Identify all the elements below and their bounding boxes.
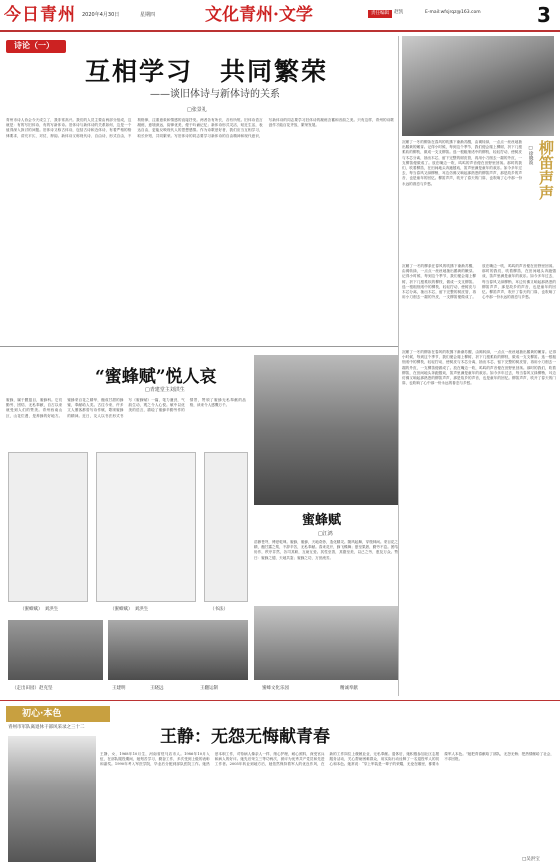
caption-8: 蜜蜂文化乐园 xyxy=(262,686,289,691)
article2-body: 蜜蜂，属于膜翅目，蜜蜂科。它们勤劳、团结、无私奉献，自古以来就受到人们的赞美。青州西南山区，山花烂漫，是养蜂的好地方。蜜蜂采百花之精华，酿成甘甜的蜂蜜，奉献给人类。古往今来，许多文人墨客都曾写诗作赋，歌颂蜜蜂的精神。近日，友人以书法形式书写《蜜蜂赋》一篇，笔力遒劲，气韵生动，观之令人心悦。赋中以优美的语言，描绘了蜜蜂辛勤劳作的情景，赞颂了蜜蜂无私奉献的品格，读来令人感慨万千。 xyxy=(6,398,246,418)
bottom-tag-sub: 青州市军队离退休干部风采录之三十二 xyxy=(8,725,85,730)
photo-stone-monument xyxy=(254,355,398,505)
side-article-title: 柳笛声声 xyxy=(537,140,555,200)
bottom-title: 王静：无怨无悔献青春 xyxy=(160,727,330,747)
caption-6: 王晓远 xyxy=(150,686,164,691)
portrait-photo xyxy=(8,736,96,862)
masthead-rule xyxy=(0,30,560,32)
bottom-rule xyxy=(0,700,560,701)
photo-calligraphy-1 xyxy=(8,452,88,602)
divider-vertical-2 xyxy=(398,346,399,696)
side-article-author: □徐晓波 xyxy=(528,146,534,165)
photo-calligraphy-2 xyxy=(96,452,196,602)
caption-7: 王翻运制 xyxy=(200,686,218,691)
masthead-editor-name: 赵凯 xyxy=(394,10,403,15)
caption-2: （蜜蜂赋） 刘洪生 xyxy=(110,607,149,612)
divider-horizontal-1 xyxy=(0,346,398,347)
photo-field-work xyxy=(8,620,103,680)
article1-author: □张景礼 xyxy=(187,107,207,113)
bottom-author: □吴洪宝 xyxy=(522,857,540,862)
caption-4: （走出田园）赵克坚 xyxy=(12,686,53,691)
side-article-body-right: 沉睡了一冬的柳条在春风的吹拂下渐渐苏醒，由褐转绿，一点点一丝丝地抽出鹅黄的嫩芽。记得小时候，每到这个季节，我们便会爬上柳树，折下几根柔软的柳枝，做成一支支柳笛。选一根粗细适中的柳枝，轻轻拧动，使树皮与木芯分离，抽出木芯，留下完整的树皮管，再用小刀削去一端的外皮，一支柳笛便做成了。放在嘴边一吹，呜呜的声音便在田野里回荡。那时的我们，吹着柳笛，在田间地头奔跑嬉戏，笛声里满是童年的欢乐。如今多年过去，每当春风又绿柳梢，耳边仿佛又响起那熟悉的柳笛声声，那是故乡的声音，也是童年的回忆。柳笛声声，吹开了春天的门扉，也吹响了心中那一份永远的眷恋与乡愁。 xyxy=(402,350,556,386)
article2-author: □青建堂主刘洪生 xyxy=(145,387,185,393)
masthead-logo: 今日青州 xyxy=(4,5,76,25)
masthead-date: 2020年4月30日 xyxy=(82,12,120,18)
bottom-body: 王静，女，1968年10月生，河南省驻马店市人。1986年10月入伍，在部队服役期间，她刻苦学习，勤奋工作，多次受到上级的表彰和嘉奖。1990年考入军医学院，毕业后分配到部队医院工作。她热爱本职工作，对待病人像亲人一样，细心护理，耐心照料，深受官兵和病人的好评。她先后荣立三等功两次，被评为优秀共产党员和先进工作者。2005年转业到地方后，她依然保持着军人的优良作风，在新的工作岗位上兢兢业业，无私奉献。退休后，她积极参加社区志愿服务活动，关心帮助困难群众，用实际行动诠释了一名退役军人的初心和本色。她常说：“穿上军装是一辈子的荣耀，无论在哪里，都要永葆军人本色。”她把青春献给了部队，无怨无悔；把热情献给了社会，不求回报。 xyxy=(100,752,554,767)
caption-9: 精诚奉献 xyxy=(340,686,358,691)
photo-bee-culture-park xyxy=(254,606,398,680)
photo-calligraphy-3 xyxy=(204,452,248,602)
article1-body: 青州市诗人协会今天成立了，我非常高兴。我们的人员主要由两部分组成，这就是：有的写旧体诗，有的写新体诗。旧体诗与新体诗的关系如何，这是一个值得深入探讨的问题。旧体诗又称古体诗，包括古诗和近体诗，有着严格的格律要求，讲究平仄、对仗、押韵。新体诗又称现代诗、自由诗，形式自由，不拘格律，注重意象和情感的直接抒发。两者各有所长，各有所短。旧体诗语言凝练，意境深远，韵律优美，便于吟诵记忆；新体诗形式灵活，贴近生活，表达自由，更能反映现代人的思想感情。作为诗歌爱好者，我们应当互相学习，取长补短，共同繁荣。写旧体诗的同志要学习新体诗的自由精神和现代意识，写新体诗的同志要学习旧体诗的凝练含蓄和音韵之美。只有这样，青州的诗歌创作才能百花齐放，繁荣发展。 xyxy=(6,118,394,138)
side-photo-willow xyxy=(402,36,554,136)
caption-1: （蜜蜂赋） 刘洪生 xyxy=(20,607,59,612)
masthead-section: 文化青州·文学 xyxy=(205,5,313,25)
bottom-tag-label: 初心·本色 xyxy=(22,709,62,719)
masthead-email: E-mail:wfsjrqz@163.com xyxy=(425,10,481,15)
caption-3: （书法） xyxy=(210,607,228,612)
page-number: 3 xyxy=(537,3,551,27)
side-article-body: 沉睡了一冬的柳条在春风的吹拂下渐渐苏醒，由褐转绿，一点点一丝丝地抽出鹅黄的嫩芽。记得小时候，每到这个季节，我们便会爬上柳树，折下几根柔软的柳枝，做成一支支柳笛。选一根粗细适中的柳枝，轻轻拧动，使树皮与木芯分离，抽出木芯，留下完整的树皮管，再用小刀削去一端的外皮，一支柳笛便做成了。放在嘴边一吹，呜呜的声音便在田野里回荡。那时的我们，吹着柳笛，在田间地头奔跑嬉戏，笛声里满是童年的欢乐。如今多年过去，每当春风又绿柳梢，耳边仿佛又响起那熟悉的柳笛声声，那是故乡的声音，也是童年的回忆。柳笛声声，吹开了春天的门扉，也吹响了心中那一份永远的眷恋与乡愁。 xyxy=(402,140,522,186)
masthead-editor: 责任编辑 xyxy=(368,10,392,18)
article1-subtitle: ——谈旧体诗与新体诗的关系 xyxy=(150,89,280,100)
caption-5: 王建明 xyxy=(112,686,126,691)
divider-vertical-1 xyxy=(398,36,399,346)
photo-group-people xyxy=(108,620,248,680)
poem-author: □江鸿 xyxy=(318,531,333,537)
masthead xyxy=(0,0,560,30)
column-tag-label: 诗论（一） xyxy=(14,41,54,50)
side-article-body-cont: 沉睡了一冬的柳条在春风的吹拂下渐渐苏醒，由褐转绿，一点点一丝丝地抽出鹅黄的嫩芽。记得小时候，每到这个季节，我们便会爬上柳树，折下几根柔软的柳枝，做成一支支柳笛。选一根粗细适中的柳枝，轻轻拧动，使树皮与木芯分离，抽出木芯，留下完整的树皮管，再用小刀削去一端的外皮，一支柳笛便做成了。放在嘴边一吹，呜呜的声音便在田野里回荡。那时的我们，吹着柳笛，在田间地头奔跑嬉戏，笛声里满是童年的欢乐。如今多年过去，每当春风又绿柳梢，耳边仿佛又响起那熟悉的柳笛声声，那是故乡的声音，也是童年的回忆。柳笛声声，吹开了春天的门扉，也吹响了心中那一份永远的眷恋与乡愁。 xyxy=(402,264,556,300)
poem-title: 蜜蜂赋 xyxy=(302,513,342,528)
masthead-weekday: 星期四 xyxy=(140,12,156,18)
poem-body: 浩渺苍穹，博爱乾坤。蜜蜂，蜜蜂，天地奇妙，造化精灵。随风起舞，穿梭林间。采百花之精，酿甘露之浆，不辞辛苦，无私奉献。春来花开，蜂飞蝶舞；夏至果熟，勤劳不息。团结协作，秩序井然，各司其职，互助互爱。其性至善，其德至美，以己之劳，惠及万众。赞曰：蜜蜂之德，天地共鉴；蜜蜂之功，万世流芳。 xyxy=(254,540,398,560)
article2-title: “蜜蜂赋”悦人哀 xyxy=(95,367,217,387)
article1-title: 互相学习 共同繁荣 xyxy=(85,57,329,86)
